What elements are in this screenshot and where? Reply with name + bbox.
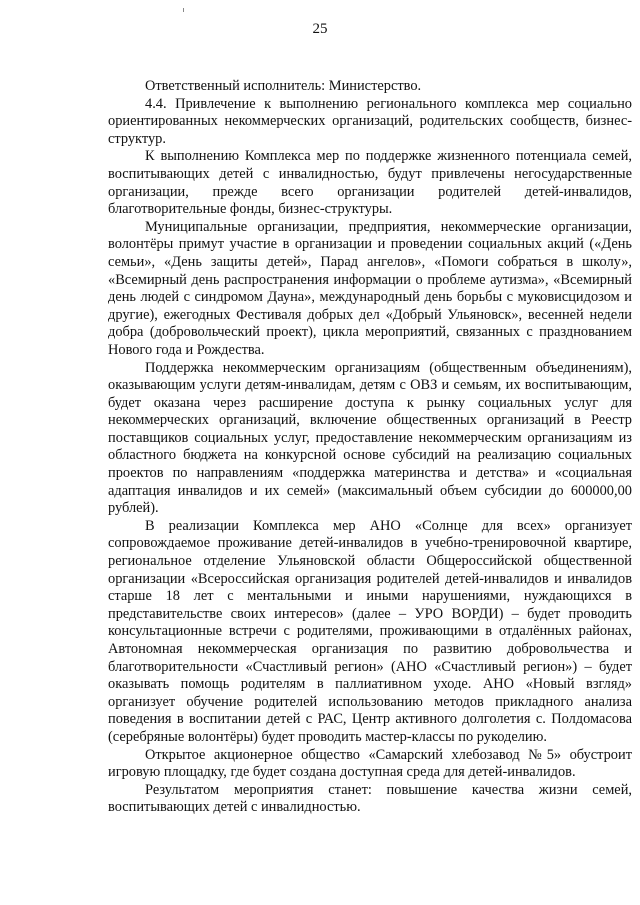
paragraph-nko-support: Поддержка некоммерческим организациям (общественным объединениям), оказывающим услуги детям-инвалидам, детям с ОВЗ и семьям, их воспитывающим, будет оказана через расширение доступа к рынку социальных услуг для некоммерческих организаций, включение общественных организаций в Реестр поставщиков социальных услуг, предоставление некоммерческим организациям из областного бюджета на конкурсной основе субсидий на реализацию социальных проектов по направлениям «поддержка материнства и детства» и «социальная адаптация инвалидов и их семей» (максимальный объем субсидии до 600000,00 рублей).: [108, 359, 632, 517]
paragraph-responsible: Ответственный исполнитель: Министерство.: [145, 78, 422, 94]
paragraph-social-actions: Муниципальные организации, предприятия, некоммерческие организации, волонтёры примут участие в организации и проведении социальных акций («День семьи», «День защиты детей», Парад ангелов», «Помоги собраться в школу», «Всемирный день распространения информации о проблеме аутизма», «Всемирный день людей с синдромом Дауна», международный день борьбы с муковисцидозом и другие), ежегодных Фестиваля добрых дел «Добрый Ульяновск», весенней недели добра (добровольческий проект), цикла мероприятий, связанных с празднованием Нового года и Рождества.: [108, 218, 632, 358]
paragraph-result: Результатом мероприятия станет: повышение качества жизни семей, воспитывающих детей с инвалидностью.: [108, 781, 632, 816]
paragraph-implementation: В реализации Комплекса мер АНО «Солнце для всех» организует сопровождаемое проживание детей-инвалидов в учебно-тренировочной квартире, региональное отделение Ульяновской области Общероссийской общественной организации «Всероссийская организация родителей детей-инвалидов и инвалидов старше 18 лет с ментальными и иными нарушениями, нуждающихся в представительстве своих интересов» (далее – УРО ВОРДИ) – будет проводить консультационные встречи с родителями, проживающими в отдалённых районах, Автономная некоммерческая организация по развитию добровольчества и благотворительности «Счастливый регион» (АНО «Счастливый регион») – будет оказывать помощь родителям в паллиативном уходе. АНО «Новый взгляд» организует обучение родителей использованию методов прикладного анализа поведения в воспитании детей с РАС, Центр активного долголетия с. Полдомасова (серебряные волонтёры) будет проводить мастер-классы по рукоделию.: [108, 517, 632, 745]
scan-mark: [183, 8, 184, 12]
document-body: [108, 78, 632, 817]
paragraph-bakery: Открытое акционерное общество «Самарский хлебозавод №5» обустроит игровую площадку, где будет создана доступная среда для детей-инвалидов.: [108, 746, 632, 781]
paragraph-section-4-4: 4.4. Привлечение к выполнению регионального комплекса мер социально ориентированных некоммерческих организаций, родительских сообществ, бизнес-структур.: [108, 95, 632, 147]
page-number: 25: [312, 21, 328, 37]
paragraph-complex-participants: К выполнению Комплекса мер по поддержке жизненного потенциала семей, воспитывающих детей с инвалидностью, будут привлечены негосударственные организации, прежде всего организации родителей детей-инвалидов, благотворительные фонды, бизнес-структуры.: [108, 148, 632, 218]
